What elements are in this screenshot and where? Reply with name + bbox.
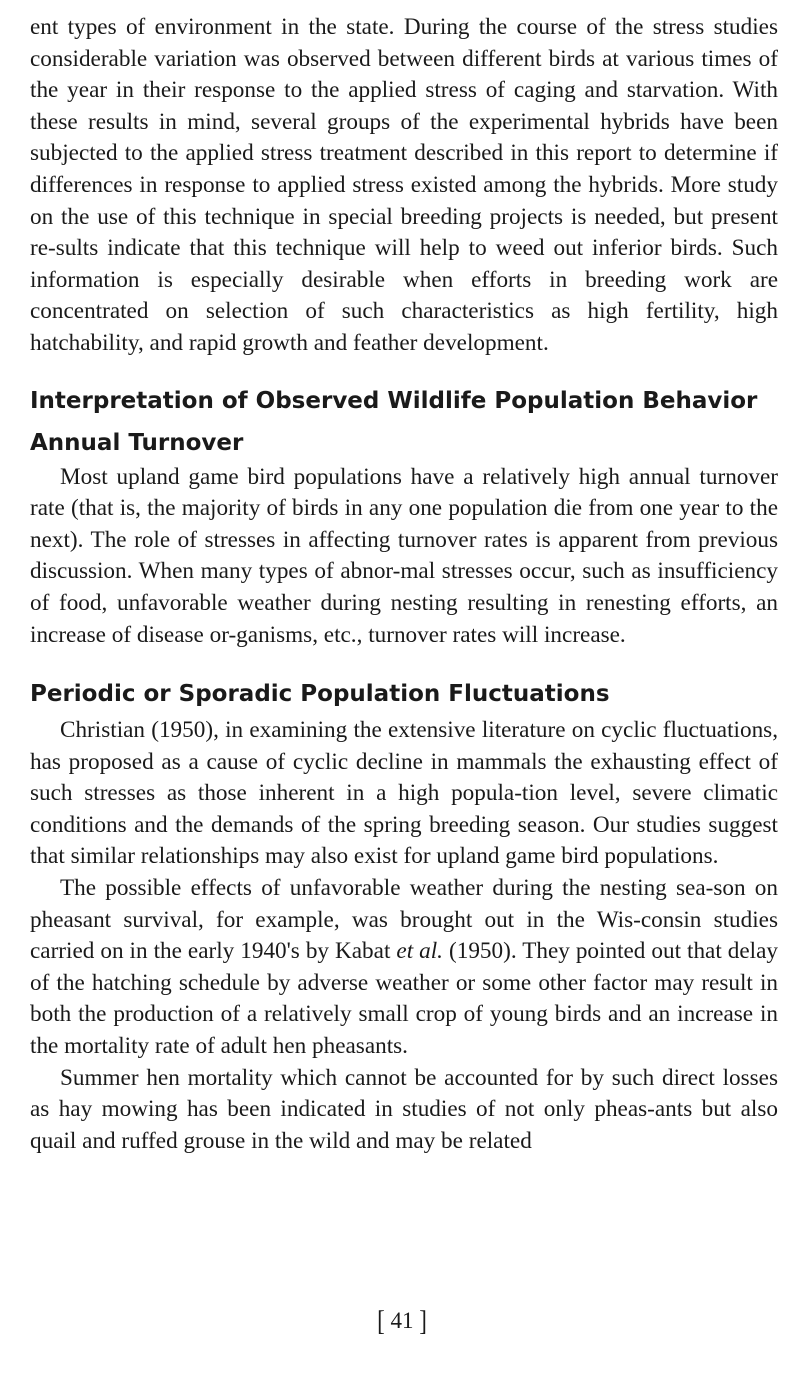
- section-heading-interpretation: Interpretation of Observed Wildlife Population Behavior: [30, 387, 758, 414]
- page-number: [0, 1306, 804, 1336]
- paragraph-weather-text-a: The possible effects of unfavorable weather during the nesting sea-son on pheasant survival, for example, was brought out in the Wis-consin studies carried on in the early 1940's by Kabat: [30, 875, 778, 965]
- paragraph-continued: ent types of environment in the state. During the course of the stress studies considerable variation was observed between different birds at various times of the year in their response to the applied stress of caging and starvation. With these results in mind, several groups of the experimental hybrids have been subjected to the applied stress treatment described in this report to determine if differences in response to applied stress existed among the hybrids. More study on the use of this technique in special breeding projects is needed, but present re-sults indicate that this technique will help to weed out inferior birds. Such information is especially desirable when efforts in breeding work are concentrated on selection of such characteristics as high fertility, high hatchability, and rapid growth and feather development.: [30, 14, 778, 356]
- paragraph-weather-effects: [30, 873, 778, 1063]
- folio-bracket-open: [: [377, 1304, 385, 1336]
- paragraph-hen-mortality: Summer hen mortality which cannot be accounted for by such direct losses as hay mowing has been indicated in studies of not only pheas-ants but also quail and ruffed grouse in the wild and may be related: [30, 1064, 778, 1154]
- page-body: [30, 12, 778, 1157]
- paragraph-christian: Christian (1950), in examining the extensive literature on cyclic fluctuations, has proposed as a cause of cyclic decline in mammals the exhausting effect of such stresses as those inherent in a high popula-tion level, severe climatic conditions and the demands of the spring breeding season. Our studies suggest that similar relationships may also exist for upland game bird populations.: [30, 717, 778, 870]
- folio-bracket-close: ]: [419, 1304, 427, 1336]
- paragraph-annual-turnover: Most upland game bird populations have a relatively high annual turnover rate (that is, the majority of birds in any one population die from one year to the next). The role of stresses in affecting turnover rates is apparent from previous discussion. When many types of abnor-mal stresses occur, such as insufficiency of food, unfavorable weather during nesting resulting in renesting efforts, an increase of disease or-ganisms, etc., turnover rates will increase.: [30, 463, 778, 648]
- subheading-population-fluctuations: Periodic or Sporadic Population Fluctuations: [30, 681, 610, 708]
- page-number-value: 41: [390, 1308, 414, 1333]
- paragraph-weather-text-b: (1950). They pointed out that delay of the hatching schedule by adverse weather or some other factor may result in both the production of a relatively small crop of young birds and an increase in the mortality rate of adult hen pheasants.: [30, 938, 779, 1060]
- subheading-annual-turnover: Annual Turnover: [30, 429, 244, 456]
- citation-et-al: et al.: [396, 938, 443, 965]
